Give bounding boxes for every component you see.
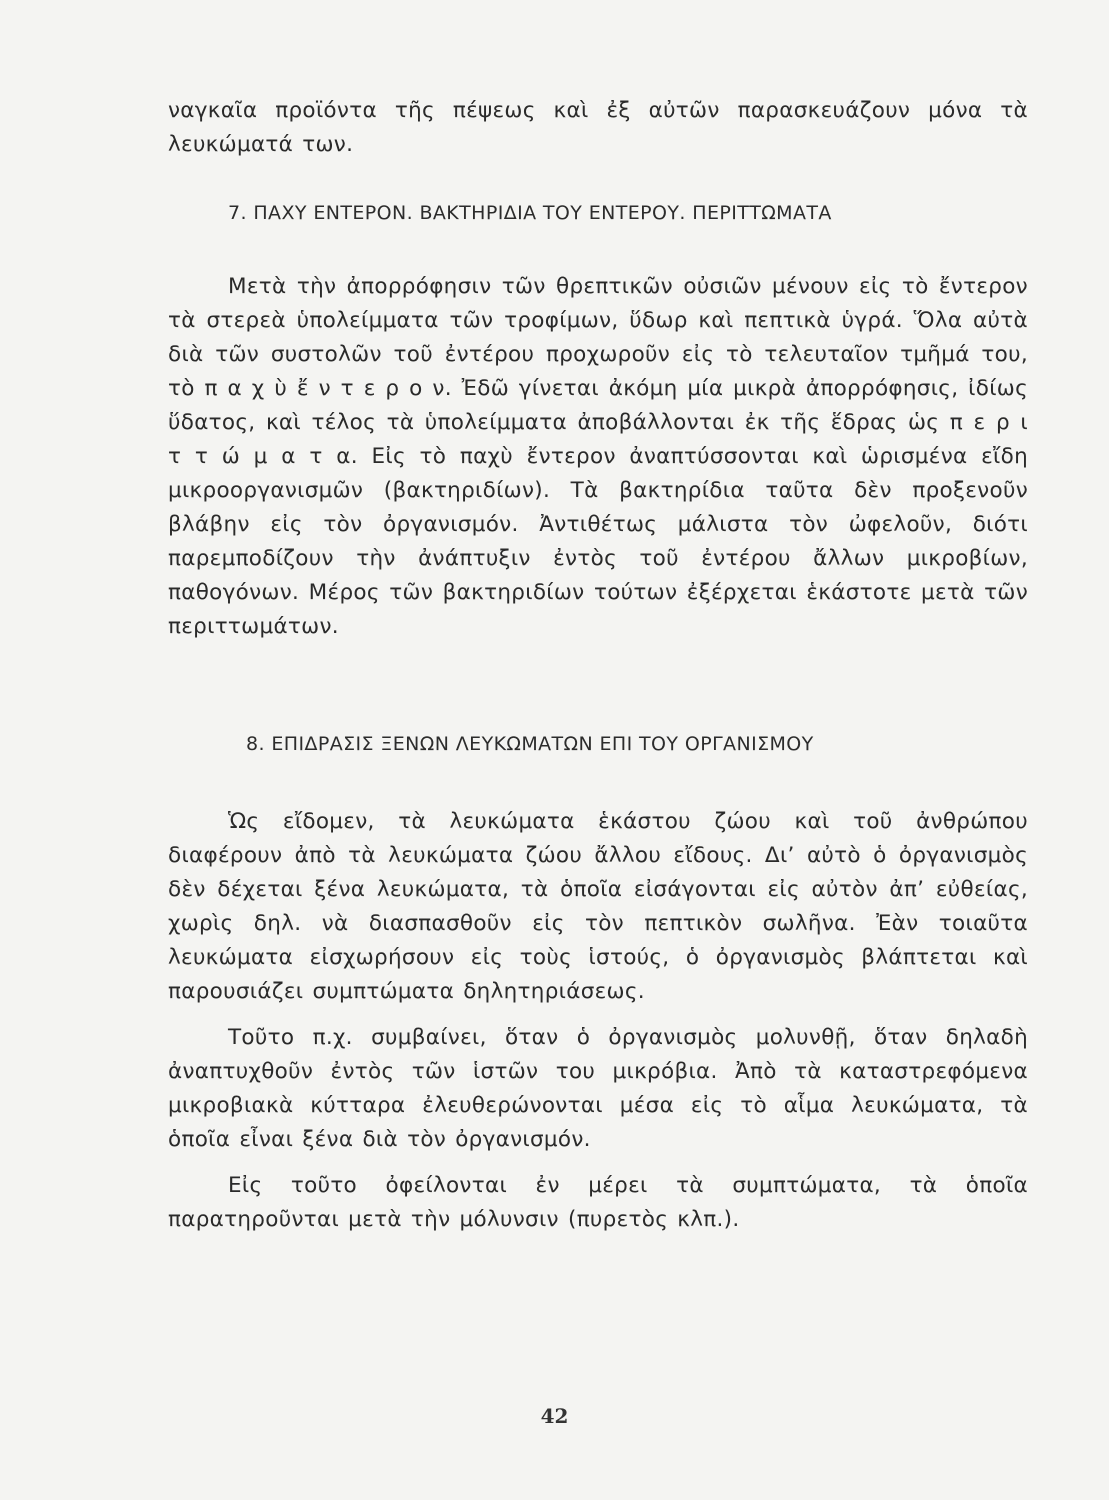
paragraph: Ὡς εἴδομεν, τὰ λευκώματα ἑκάστου ζώου καὶ τοῦ ἀνθρώπου διαφέρουν ἀπὸ τὰ λευκώματα ζώου ἄλλου εἴδους. Δι’ αὐτὸ ὁ ὀργανισμὸς δὲν δέχεται ξένα λευκώματα, τὰ ὁποῖα εἰσάγονται εἰς αὐτὸν ἀπ’ εὐθείας, χωρὶς δηλ. νὰ διασπασθοῦν εἰς τὸν πεπτικὸν σωλῆνα. Ἐὰν τοιαῦτα λευκώματα εἰσχωρήσουν εἰς τοὺς ἱστούς, ὁ ὀργανισμὸς βλάπτεται καὶ παρουσιάζει συμπτώματα δηλητηριάσεως. [168, 809, 1028, 1004]
paragraph: Εἰς τοῦτο ὀφείλονται ἐν μέρει τὰ συμπτώματα, τὰ ὁποῖα παρατηροῦνται μετὰ τὴν μόλυνσιν (πυρετὸς κλπ.). [168, 1173, 1028, 1232]
continuation-text [168, 94, 1028, 174]
paragraph: ναγκαῖα προϊόντα τῆς πέψεως καὶ ἐξ αὐτῶν παρασκευάζουν μόνα τὰ λευκώματά των. [168, 98, 1028, 157]
paragraph: Μετὰ τὴν ἀπορρόφησιν τῶν θρεπτικῶν οὐσιῶν μένουν εἰς τὸ ἔντερον τὰ στερεὰ ὑπολείμματα τῶν τροφίμων, ὕδωρ καὶ πεπτικὰ ὑγρά. Ὅλα αὐτὰ διὰ τῶν συστολῶν τοῦ ἐντέρου προχωροῦν εἰς τὸ τελευταῖον τμῆμά του, τὸ π α χ ὺ ἔ ν τ ε ρ ο ν. Ἐδῶ γίνεται ἀκόμη μία μικρὰ ἀπορρόφησις, ἰδίως ὕδατος, καὶ τέλος τὰ ὑπολείμματα ἀποβάλλονται ἐκ τῆς ἕδρας ὡς π ε ρ ι τ τ ώ μ α τ α. Εἰς τὸ παχὺ ἔντερον ἀναπτύσσονται καὶ ὡρισμένα εἴδη μικροοργανισμῶν (βακτηριδίων). Τὰ βακτηρίδια ταῦτα δὲν προξενοῦν βλάβην εἰς τὸν ὀργανισμόν. Ἀντιθέτως μάλιστα τὸν ὠφελοῦν, διότι παρεμποδίζουν τὴν ἀνάπτυξιν ἐντὸς τοῦ ἐντέρου ἄλλων μικροβίων, παθογόνων. Μέρος τῶν βακτηριδίων τούτων ἐξέρχεται ἑκάστοτε μετὰ τῶν περιττωμάτων. [168, 274, 1028, 639]
page-number: 42 [540, 1404, 569, 1428]
paragraph: Τοῦτο π.χ. συμβαίνει, ὅταν ὁ ὀργανισμὸς μολυνθῇ, ὅταν δηλαδὴ ἀναπτυχθοῦν ἐντὸς τῶν ἱστῶν του μικρόβια. Ἀπὸ τὰ καταστρεφόμενα μικροβιακὰ κύτταρα ἐλευθερώνονται μέσα εἰς τὸ αἷμα λευκώματα, τὰ ὁποῖα εἶναι ξένα διὰ τὸν ὀργανισμόν. [168, 1025, 1028, 1152]
section-heading-8: 8. ΕΠΙΔΡΑΣΙΣ ΞΕΝΩΝ ΛΕΥΚΩΜΑΤΩΝ ΕΠΙ ΤΟΥ ΟΡΓΑΝΙΣΜΟΥ [246, 733, 814, 755]
section-heading-7: 7. ΠΑΧΥ ΕΝΤΕΡΟΝ. ΒΑΚΤΗΡΙΔΙΑ ΤΟΥ ΕΝΤΕΡΟΥ. ΠΕΡΙΤΤΩΜΑΤΑ [228, 202, 832, 224]
section-7-body [168, 270, 1028, 656]
section-8-body [168, 805, 1028, 1249]
